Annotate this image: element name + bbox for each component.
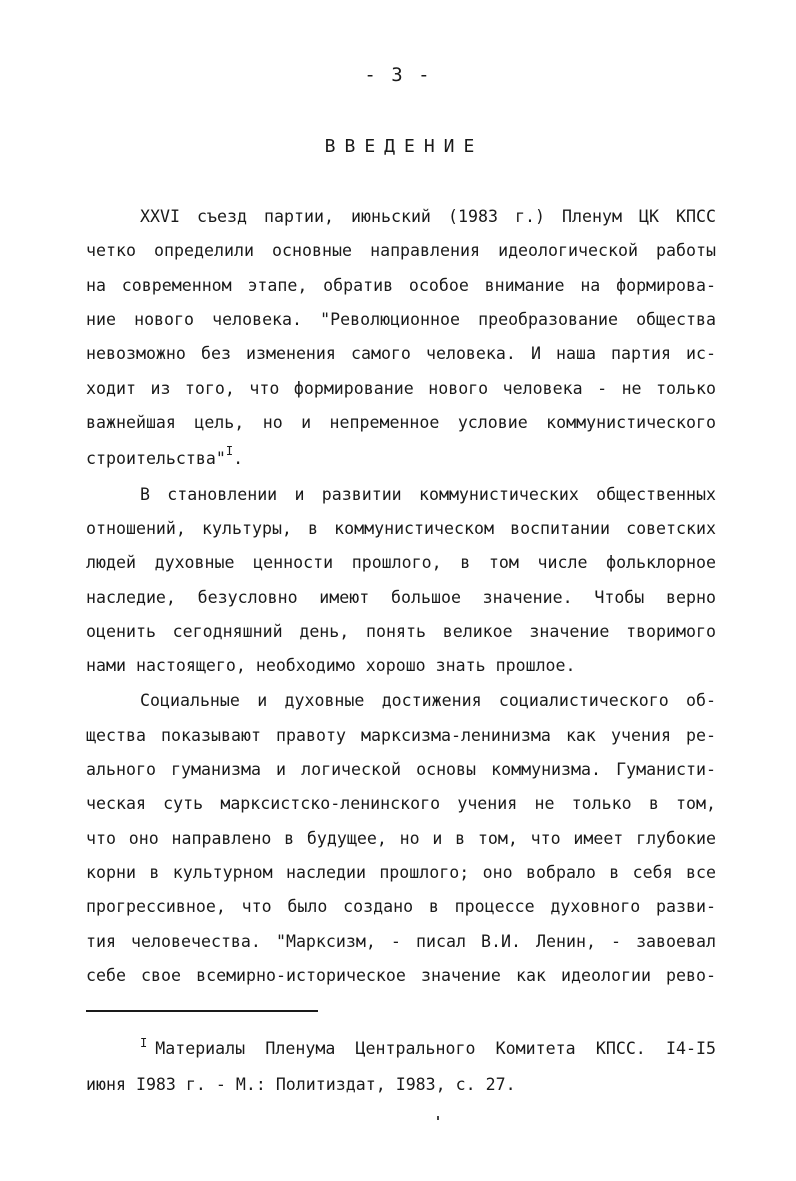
paragraph-1-line-8-text: строительства" xyxy=(86,449,226,468)
paragraph-3-line-4: ческая суть марксистско-ленинского учения не только в том, xyxy=(86,794,716,813)
paragraph-3-line-7: прогрессивное, что было создано в процессе духовного разви- xyxy=(86,897,716,916)
paragraph-1-line-6: ходит из того, что формирование нового человека - не только xyxy=(86,379,716,398)
footnote-line-1 xyxy=(140,1038,716,1060)
scan-speck xyxy=(437,1116,439,1120)
paragraph-3-line-5: что оно направлено в будущее, но и в том, что имеет глубокие xyxy=(86,829,716,848)
paragraph-3-line-9: себе свое всемирно-историческое значение как идеологии рево- xyxy=(86,966,716,985)
paragraph-2-line-4: наследие, безусловно имеют большое значение. Чтобы верно xyxy=(86,588,716,607)
footnote-line-2: июня I983 г. - М.: Политиздат, I983, с. 27. xyxy=(86,1075,516,1094)
paragraph-2-line-5: оценить сегодняшний день, понять великое значение творимого xyxy=(86,622,716,641)
paragraph-2-line-3: людей духовные ценности прошлого, в том числе фольклорное xyxy=(86,553,716,572)
footnote-line-1-text: Материалы Пленума Центрального Комитета КПСС. I4-I5 xyxy=(155,1039,716,1058)
paragraph-1-line-8-tail: . xyxy=(233,449,244,468)
paragraph-1-line-1: XXVI съезд партии, июньский (1983 г.) Пленум ЦК КПСС xyxy=(140,207,716,226)
paragraph-1-line-5: невозможно без изменения самого человека. И наша партия ис- xyxy=(86,344,716,363)
paragraph-1-line-3: на современном этапе, обратив особое внимание на формирова- xyxy=(86,276,716,295)
paragraph-2-line-6: нами настоящего, необходимо хорошо знать прошлое. xyxy=(86,656,576,675)
paragraph-3-line-3: ального гуманизма и логической основы коммунизма. Гуманисти- xyxy=(86,760,716,779)
paragraph-3-line-1: Социальные и духовные достижения социалистического об- xyxy=(140,691,716,710)
paragraph-1-line-7: важнейшая цель, но и непременное условие коммунистического xyxy=(86,413,716,432)
paragraph-3-line-8: тия человечества. "Марксизм, - писал В.И. Ленин, - завоевал xyxy=(86,932,716,951)
paragraph-1-line-4: ние нового человека. "Революционное преобразование общества xyxy=(86,310,716,329)
footnote-separator xyxy=(86,1010,318,1012)
footnote-reference: I xyxy=(225,444,234,458)
paragraph-1-line-8 xyxy=(86,444,716,470)
section-heading: ВВЕДЕНИЕ xyxy=(324,136,484,157)
footnote-marker: I xyxy=(140,1036,148,1050)
paragraph-1-line-2: четко определили основные направления идеологической работы xyxy=(86,241,716,260)
paragraph-3-line-2: щества показывают правоту марксизма-ленинизма как учения ре- xyxy=(86,726,716,745)
paragraph-2-line-1: В становлении и развитии коммунистических общественных xyxy=(140,485,716,504)
page-number: - 3 - xyxy=(364,64,432,86)
paragraph-3-line-6: корни в культурном наследии прошлого; оно вобрало в себя все xyxy=(86,863,716,882)
paragraph-2-line-2: отношений, культуры, в коммунистическом воспитании советских xyxy=(86,519,716,538)
